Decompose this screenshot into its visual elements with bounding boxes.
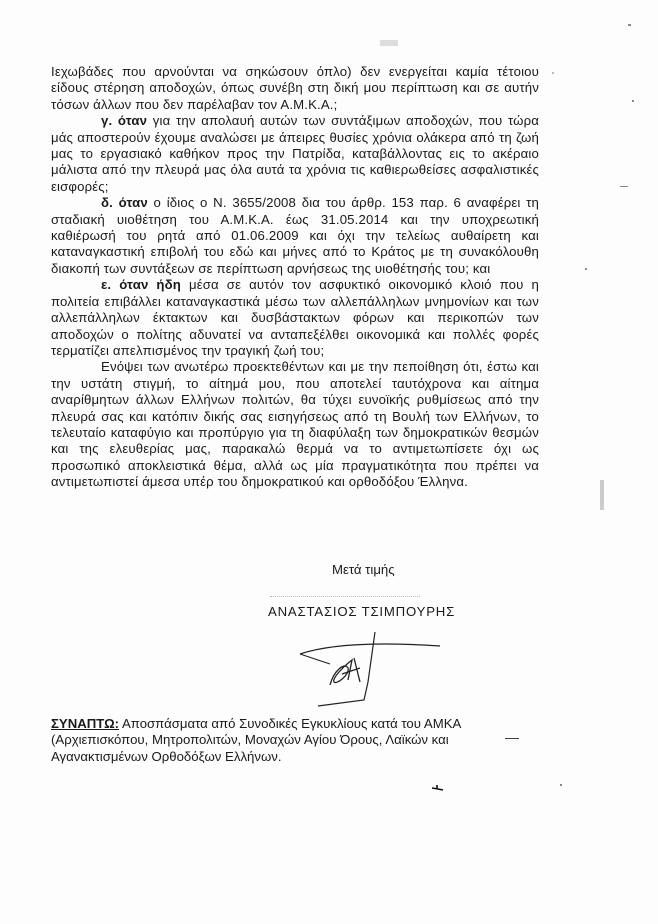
scan-speck bbox=[632, 100, 634, 102]
paragraph-text: Ιεχωβάδες που αρνούνται να σηκώσουν όπλο) δεν ενεργείται καμία τέτοιου είδους στέρηση αποδοχών, όπως συνέβη στη δική μου περίπτωση και σε αυτήν τόσων άλλων που δεν παρέλαβαν τον Α.Μ.Κ.Α.; bbox=[51, 64, 539, 112]
attachment-note bbox=[51, 716, 539, 765]
paragraph-conclusion bbox=[51, 359, 539, 490]
paragraph-text: ο ίδιος ο Ν. 3655/2008 δια του άρθρ. 153 παρ. 6 αναφέρει τη σταδιακή υιοθέτηση του Α.Μ.Κ.Α. έως 31.05.2014 και την υποχρεωτική καθιέρωσή του ρητά από 01.06.2009 και όχι την τελείως αυθαίρετη και καταναγκαστική επιβολή του εδώ και μήνες από το Κράτος με τη συνακόλουθη διακοπή των συντάξεων σε περίπτωση αρνήσεως της υιοθέτησής του; και bbox=[51, 195, 540, 276]
paragraph-lead: γ. όταν bbox=[101, 113, 148, 129]
scan-speck bbox=[380, 40, 398, 46]
scan-speck bbox=[585, 268, 587, 270]
handwritten-signature bbox=[290, 630, 450, 710]
paragraph-epsilon bbox=[51, 277, 539, 359]
scan-speck bbox=[552, 72, 554, 74]
paragraph-gamma bbox=[51, 113, 539, 195]
paragraph-continuation bbox=[51, 64, 539, 113]
scan-speck bbox=[560, 784, 562, 786]
attachment-text: Αποσπάσματα από Συνοδικές Εγκυκλίους κατά του ΑΜΚΑ (Αρχιεπισκόπου, Μητροπολιτών, Μοναχών Αγίου Όρους, Λαϊκών και Αγανακτισμένων Ορθοδόξων Ελλήνων. bbox=[51, 716, 461, 764]
signer-name: ΑΝΑΣΤΑΣΙΟΣ ΤΣΙΜΠΟΥΡΗΣ bbox=[268, 604, 456, 619]
closing-salutation: Μετά τιμής bbox=[332, 562, 395, 577]
letter-body bbox=[51, 64, 539, 491]
scan-mark bbox=[505, 738, 519, 739]
paragraph-text: Ενόψει των ανωτέρω προεκτεθέντων και με την πεποίθηση ότι, έστω και την υστάτη στιγμή, το αίτημά μου, που αποτελεί ταυτόχρονα και αίτημα αναρίθμητων άλλων Ελλήνων πολιτών, θα τύχει ευνοϊκής ρυθμίσεως από την πλευρά σας και κατόπιν δικής σας εισηγήσεως από τη Βουλή των Ελλήνων, το τελευταίο καταφύγιο και προπύργιο για τη διαφύλαξη των δημοκρατικών θεσμών και της ελευθερίας μας, παρακαλώ θερμά να το αντιμετωπίσετε όχι ως προσωπικό αποκλειστικά θέμα, αλλά ως μία πραγματικότητα που πρέπει να αντιμετωπιστεί άμεσα υπέρ του δημοκρατικού και ορθοδόξου Έλληνα. bbox=[51, 359, 539, 490]
paragraph-lead: δ. όταν bbox=[101, 195, 148, 211]
paragraph-delta bbox=[51, 195, 539, 277]
scan-speck bbox=[620, 186, 628, 187]
scan-ink-mark bbox=[432, 785, 444, 791]
paragraph-text: μέσα σε αυτόν τον ασφυκτικό οικονομικό κλοιό που η πολιτεία επιβάλλει καταναγκαστικά μέσω των αλλεπάλληλων μνημονίων και των αλλεπάλληλων έκτακτων και δυσβάστακτων φόρων και περικοπών των αποδοχών ο πολίτης αδυνατεί να ανταπεξέλθει οικονομικά και πολλές φορές τερματίζει απελπισμένος την τραγική ζωή του; bbox=[51, 277, 539, 358]
attachment-label: ΣΥΝΑΠΤΩ: bbox=[51, 716, 120, 731]
paragraph-text: για την απολαυή αυτών των συντάξιμων αποδοχών, που τώρα μάς αποστερούν έχουμε αναλώσει με άπειρες θυσίες χρόνια ολάκερα από τη ζωή μας το εργασιακό καθήκον προς την Πατρίδα, καταβάλλοντας εις το ακέραιο μάλιστα από την πλευρά μας όλα αυτά τα χρόνια τις καθιερωθείσες ασφαλιστικές εισφορές; bbox=[51, 113, 540, 194]
scan-noise-line bbox=[270, 596, 420, 598]
scan-speck bbox=[628, 24, 631, 26]
scan-speck bbox=[600, 480, 604, 510]
paragraph-lead: ε. όταν ήδη bbox=[101, 277, 181, 293]
